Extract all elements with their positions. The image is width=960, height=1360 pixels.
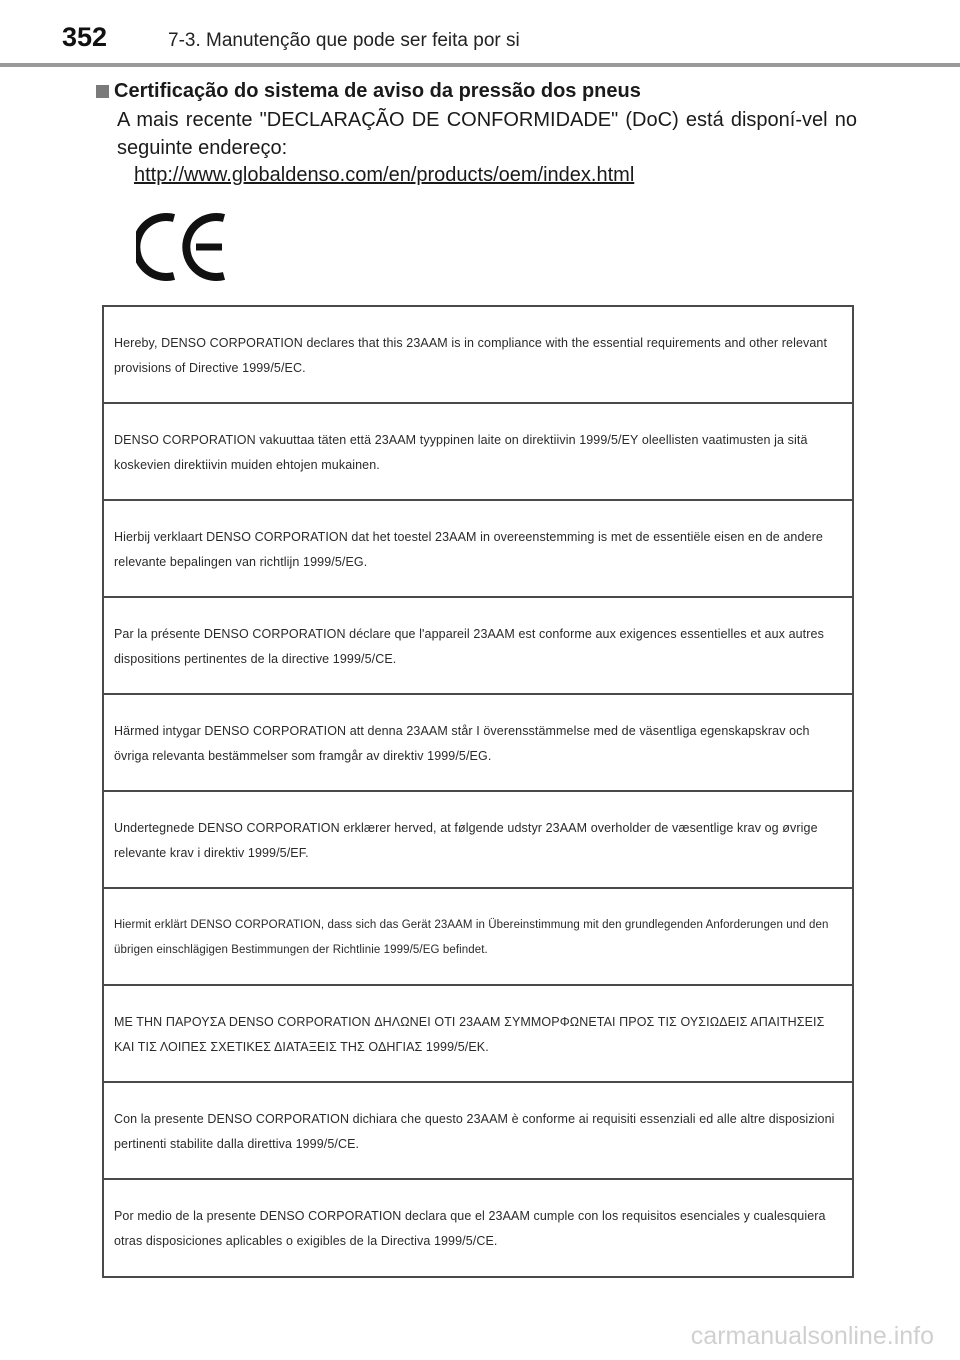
- page-number: 352: [62, 22, 108, 52]
- declaration-row-de: [104, 889, 852, 986]
- declaration-text: Hierbij verklaart DENSO CORPORATION dat het toestel 23AAM in overeenstemming is met de essentiële eisen en de andere relevante bepalingen van richtlijn 1999/5/EG.: [114, 530, 823, 569]
- declaration-text: DENSO CORPORATION vakuuttaa täten että 23AAM tyyppinen laite on direktiivin 1999/5/EY oleellisten vaatimusten ja sitä koskevien direktiivin muiden ehtojen mukainen.: [114, 433, 808, 472]
- section-heading: [96, 80, 641, 103]
- declaration-row-da: [104, 792, 852, 889]
- declaration-text: ΜΕ ΤΗΝ ΠΑΡΟΥΣΑ DENSO CORPORATION ΔΗΛΩΝΕΙ ΟΤΙ 23AAM ΣΥΜΜΟΡΦΩΝΕΤΑΙ ΠΡΟΣ ΤΙΣ ΟΥΣΙΩΔΕΙΣ ΑΠΑΙΤΗΣΕΙΣ ΚΑΙ ΤΙΣ ΛΟΙΠΕΣ ΣΧΕΤΙΚΕΣ ΔΙΑΤΑΞΕΙΣ ΤΗΣ ΟΔΗΓΙΑΣ 1999/5/ΕΚ.: [114, 1015, 825, 1054]
- declaration-text: Hiermit erklärt DENSO CORPORATION, dass sich das Gerät 23AAM in Übereinstimmung mit den grundlegenden Anforderungen und den übrigen einschlägigen Bestimmungen der Richtlinie 1999/5/EG befindet.: [114, 919, 829, 956]
- declaration-text: Hereby, DENSO CORPORATION declares that this 23AAM is in compliance with the essential requirements and other relevant provisions of Directive 1999/5/EC.: [114, 336, 828, 375]
- declaration-row-nl: [104, 501, 852, 598]
- declarations-table: [102, 305, 854, 1278]
- doc-url-link[interactable]: http://www.globaldenso.com/en/products/oem/index.html: [134, 164, 635, 186]
- declaration-text: Par la présente DENSO CORPORATION déclare que l'appareil 23AAM est conforme aux exigences essentielles et aux autres dispositions pertinentes de la directive 1999/5/CE.: [114, 627, 824, 666]
- declaration-row-fr: [104, 598, 852, 695]
- declaration-row-el: [104, 986, 852, 1083]
- declaration-text: Härmed intygar DENSO CORPORATION att denna 23AAM står I överensstämmelse med de väsentliga egenskapskrav och övriga relevanta bestämmelser som framgår av direktiv 1999/5/EG.: [114, 724, 810, 763]
- declaration-row-it: [104, 1083, 852, 1180]
- declaration-row-fi: [104, 404, 852, 501]
- intro-paragraph: A mais recente "DECLARAÇÃO DE CONFORMIDADE" (DoC) está disponí-vel no seguinte endereço:: [117, 109, 857, 159]
- header-rule: [0, 63, 960, 67]
- ce-mark-icon: [136, 212, 232, 282]
- watermark: carmanualsonline.info: [690, 1322, 934, 1350]
- declaration-text: Undertegnede DENSO CORPORATION erklærer herved, at følgende udstyr 23AAM overholder de væsentlige krav og øvrige relevante krav i direktiv 1999/5/EF.: [114, 821, 818, 860]
- square-bullet-icon: [96, 85, 109, 98]
- declaration-text: Por medio de la presente DENSO CORPORATION declara que el 23AAM cumple con los requisitos esenciales y cualesquiera otras disposiciones aplicables o exigibles de la Directiva 1999/5/CE.: [114, 1209, 826, 1248]
- declaration-row-en: [104, 307, 852, 404]
- declaration-row-sv: [104, 695, 852, 792]
- declaration-row-es: [104, 1180, 852, 1276]
- section-title: 7-3. Manutenção que pode ser feita por si: [168, 30, 520, 51]
- page-header: [0, 0, 960, 66]
- declaration-text: Con la presente DENSO CORPORATION dichiara che questo 23AAM è conforme ai requisiti essenziali ed alle altre disposizioni pertinenti stabilite dalla direttiva 1999/5/CE.: [114, 1112, 835, 1151]
- section-heading-text: Certificação do sistema de aviso da pressão dos pneus: [114, 80, 641, 102]
